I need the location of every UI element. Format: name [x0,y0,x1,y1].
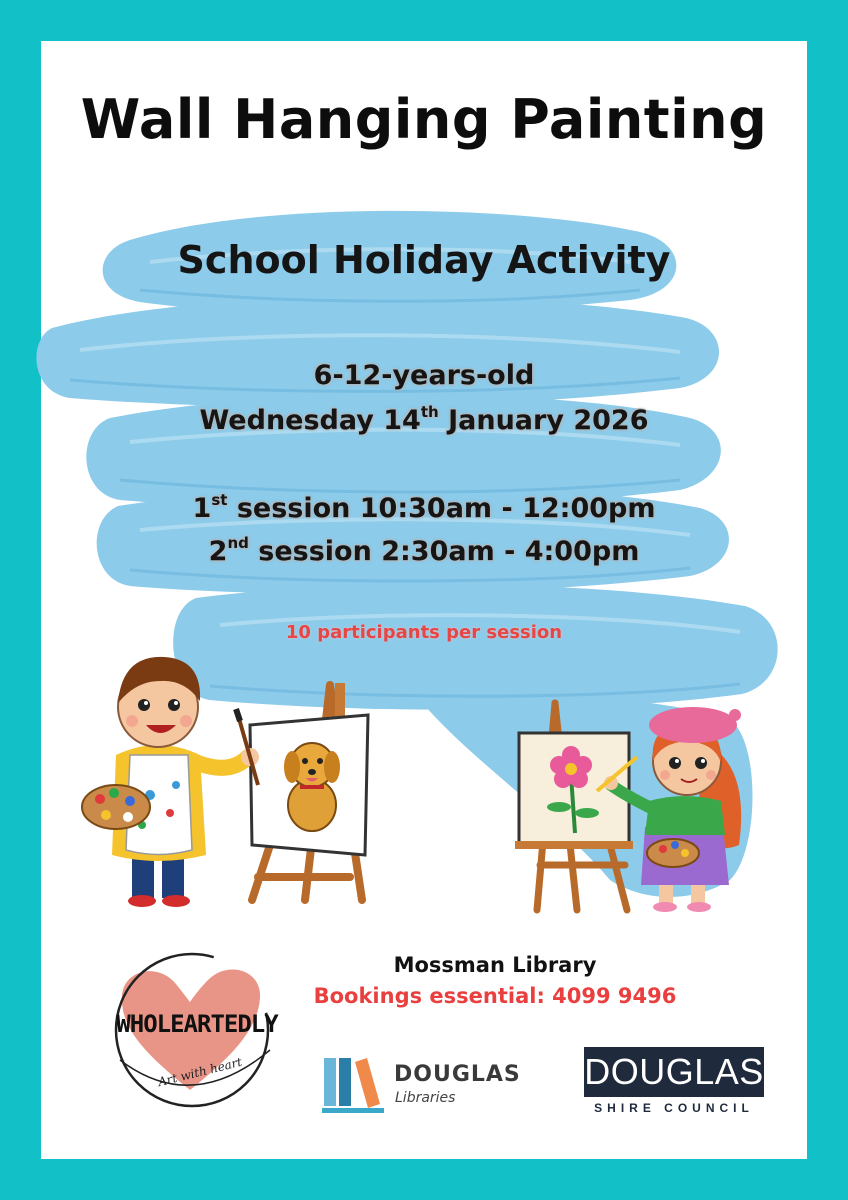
girl-painting-illustration [515,695,755,925]
event-date [0,403,848,436]
session-1-text: session 10:30am - 12:00pm [227,493,656,524]
douglas-libraries-name: DOUGLAS [394,1062,521,1087]
bookings-info: Bookings essential: 4099 9496 [313,984,677,1008]
douglas-shire-council-sub: SHIRE COUNCIL [594,1101,754,1115]
session-1-suffix: st [211,491,228,509]
wholeartedly-tagline: Art with heart [156,1054,244,1090]
session-2 [0,534,848,567]
poster-subtitle: School Holiday Activity [177,238,671,282]
session-2-text: session 2:30am - 4:00pm [248,536,640,567]
session-2-suffix: nd [227,534,249,552]
date-rest: January 2026 [438,405,649,436]
date-day: Wednesday 14 [199,405,421,436]
wholeartedly-name: WHOLEARTEDLY [116,1010,278,1038]
session-2-num: 2 [208,536,228,567]
poster-title: Wall Hanging Painting [80,88,768,151]
date-suffix: th [420,403,439,421]
douglas-libraries-sub: Libraries [395,1090,456,1106]
participants-note: 10 participants per session [285,622,563,643]
venue-name: Mossman Library [393,953,597,977]
douglas-libraries-books-icon [322,1052,384,1114]
age-range: 6-12-years-old [313,360,535,391]
boy-painting-illustration [80,645,380,915]
session-1 [0,491,848,524]
session-1-num: 1 [192,493,212,524]
douglas-shire-council-name: DOUGLAS [584,1047,764,1097]
